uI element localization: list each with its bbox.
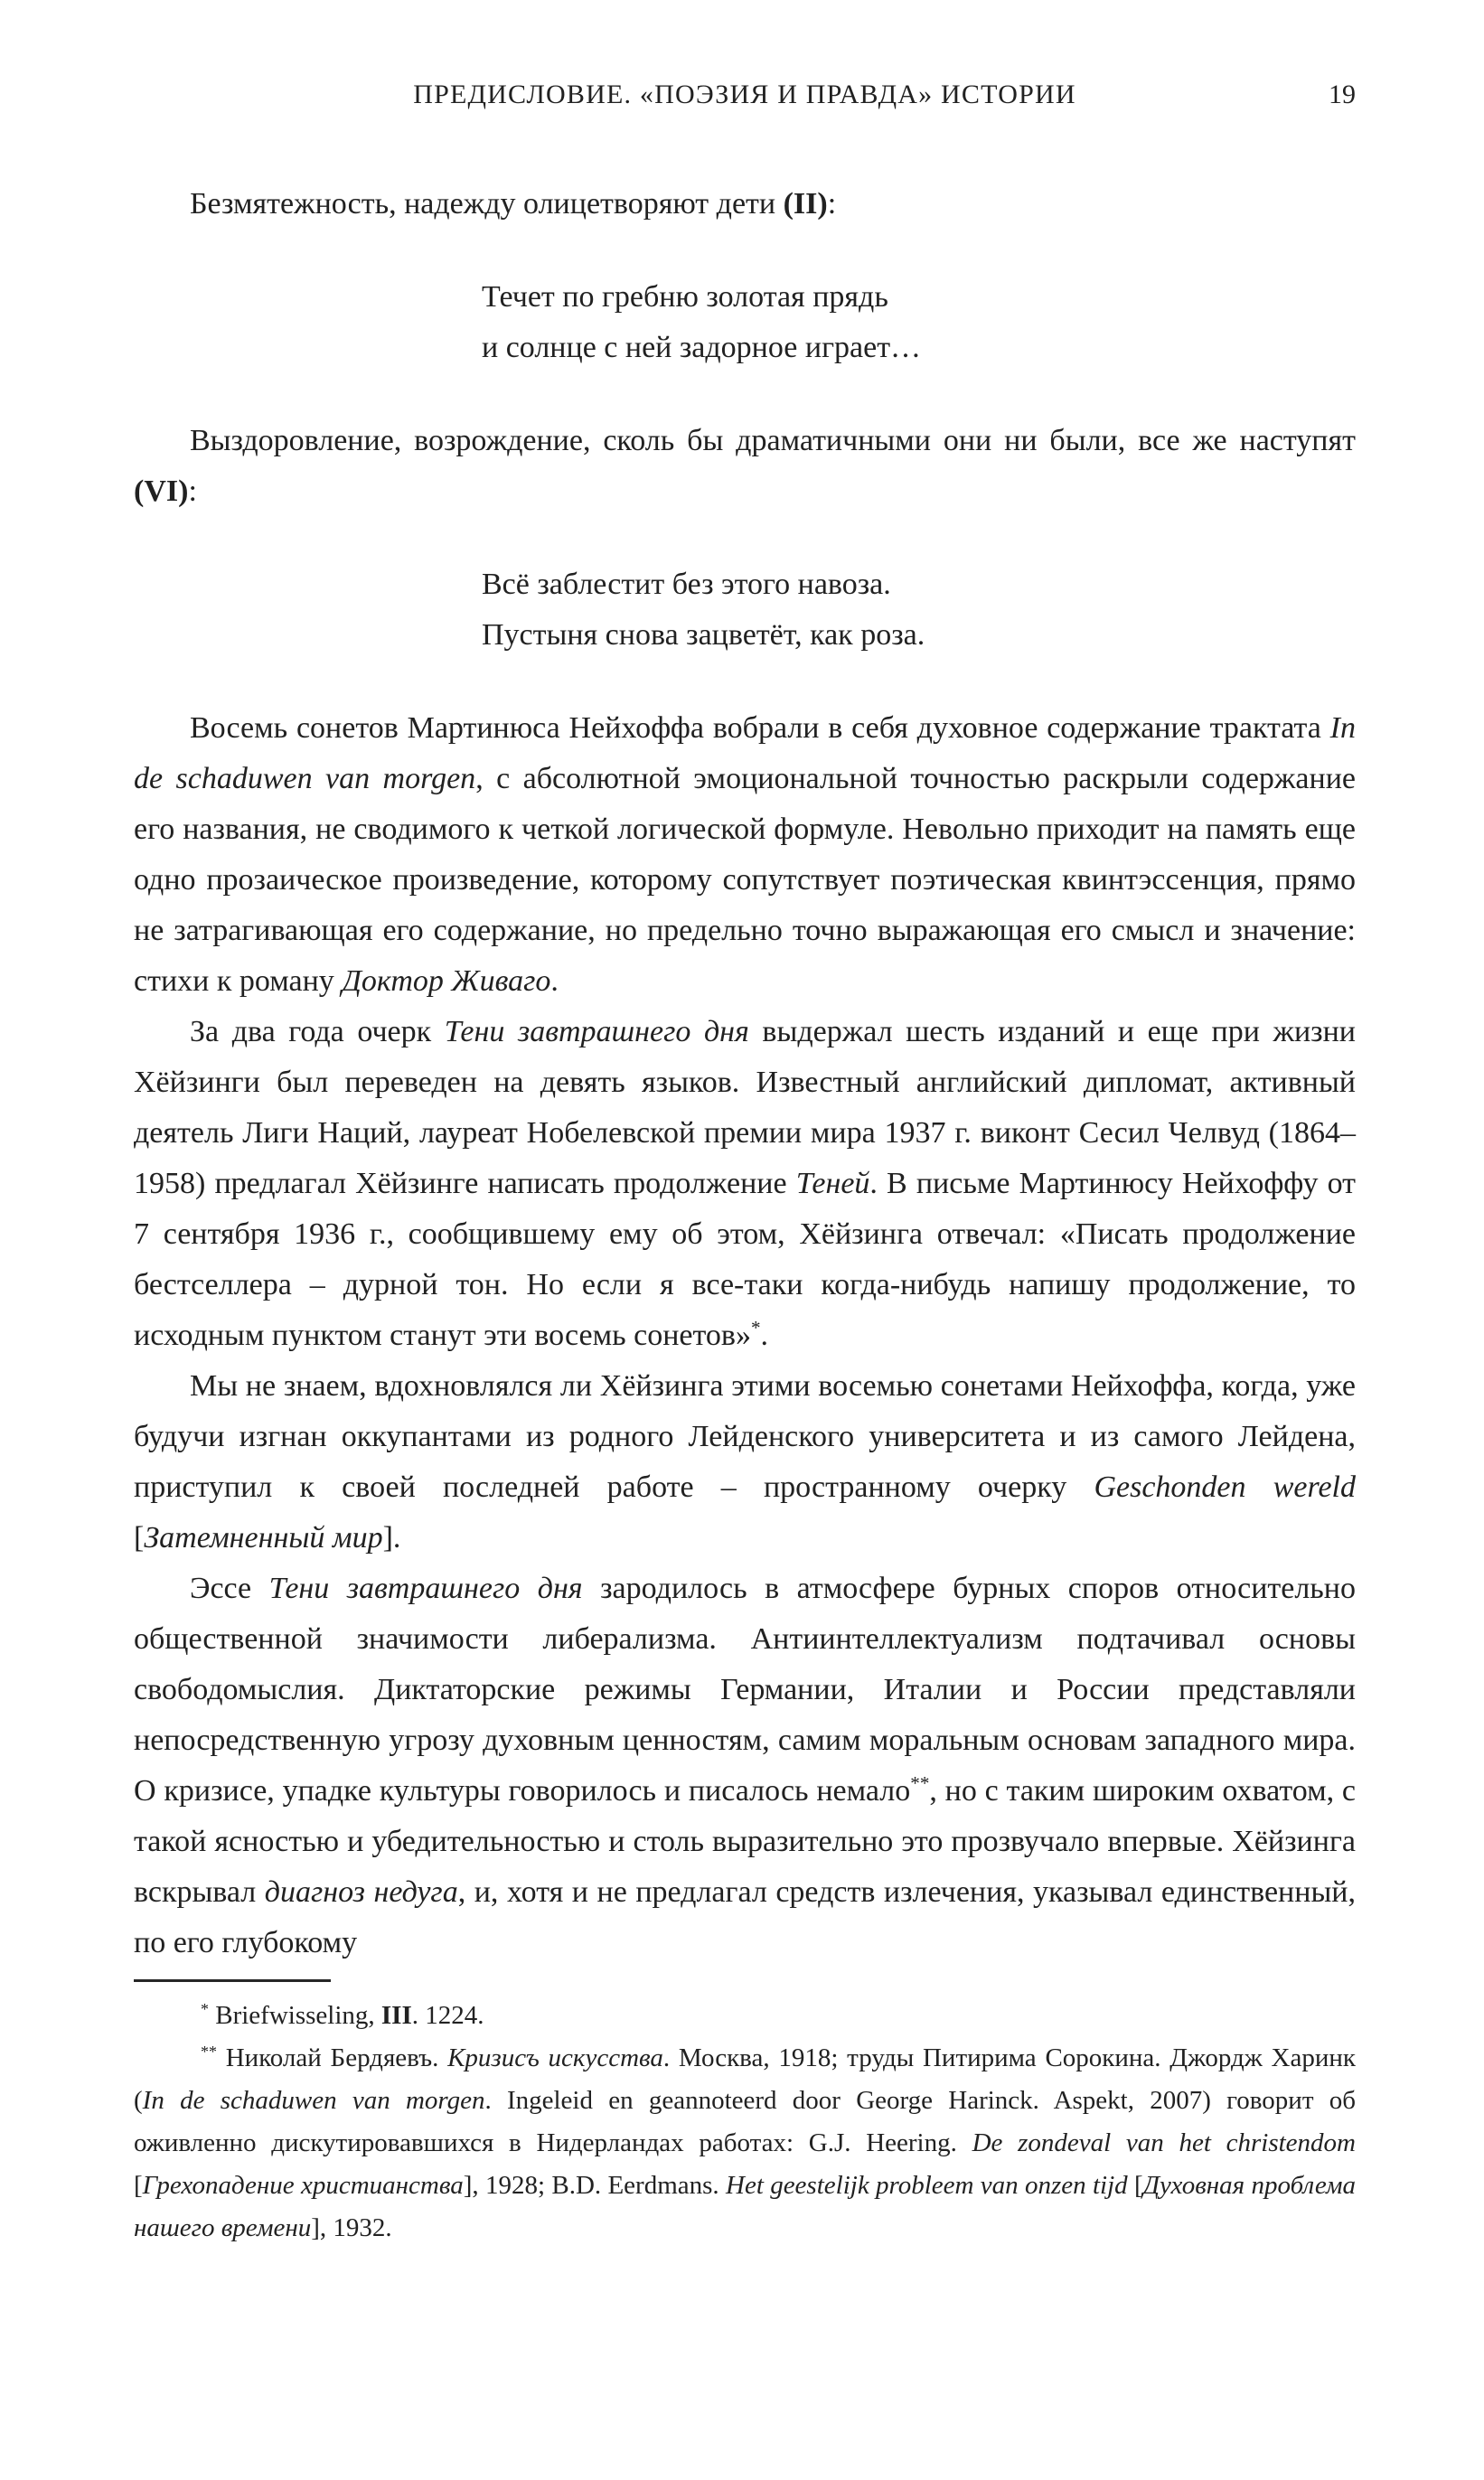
paragraph-two-years: За два года очерк Тени завтрашнего дня выдержал шесть изданий и еще при жизни Хёйзинги был переведен на девять языков. Известный английский дипломат, активный деятель Лиги Наций, лауреат Нобелевской премии мира 1937 г. виконт Сесил Челвуд (1864–1958) предлагал Хёйзинге написать продолжение Теней. В письме Мартинюсу Нейхоффу от 7 сентября 1936 г., сообщившему ему об этом, Хёйзинга отвечал: «Писать продолжение бестселлера – дурной тон. Но если я все-таки когда-нибудь напишу продолжение, то исходным пунктом станут эти восемь сонетов»*. (134, 1015, 1356, 1352)
paragraph-essay-origin: Эссе Тени завтрашнего дня зародилось в атмосфере бурных споров относительно общественной значимости либерализма. Антиинтеллектуализм подтачивал основы свободомыслия. Диктаторские режимы Германии, Италии и России представляли непосредственную угрозу духовным ценностям, самим моральным основам западного мира. О кризисе, упадке культуры говорилось и писалось немало**, но с таким широким охватом, с такой ясностью и убедительностью и столь выразительно это прозвучало впервые. Хёйзинга вскрывал диагноз недуга, и, хотя и не предлагал средств излечения, указывал единственный, по его глубокому (134, 1572, 1357, 1959)
verse-line: Всё заблестит без этого навоза. (482, 568, 891, 601)
footnotes-block (134, 1979, 1356, 2250)
paragraph-recovery: Выздоровление, возрождение, сколь бы драматичными они ни были, все же наступят (VI): (134, 424, 1356, 508)
paragraph-serenity: Безмятежность, надежду олицетворяют дети (II): (190, 187, 837, 221)
footnote-2: ** Николай Бердяевъ. Кризисъ искусства. Москва, 1918; труды Питирима Сорокина. Джордж Харинк (In de schaduwen van morgen. Ingeleid en geannoteerd door George Harinck. Aspekt, 2007) говорит об оживленно дискутировавшихся в Нидерландах работах: G.J. Heering. De zondeval van het christendom [Грехопадение христианства], 1928; B.D. Eerdmans. Het geestelijk probleem van onzen tijd [Духовная проблема нашего времени], 1932. (134, 2043, 1357, 2242)
paragraph-eight-sonnets: Восемь сонетов Мартинюса Нейхоффа вобрали в себя духовное содержание трактата In de schaduwen van morgen, с абсолютной эмоциональной точностью раскрыли содержание его названия, не сводимого к четкой логической формуле. Невольно приходит на память еще одно прозаическое произведение, которому сопутствует поэтическая квинтэссенция, прямо не затрагивающая его содержание, но предельно точно выражающая его смысл и значение: стихи к роману Доктор Живаго. (134, 711, 1356, 998)
verse-line: Течет по гребню золотая прядь (482, 280, 888, 314)
verse-line: и солнце с ней задорное играет… (482, 331, 922, 364)
footnote-separator (134, 1979, 331, 1982)
verse-quote-children (482, 272, 1356, 373)
running-head: ПРЕДИСЛОВИЕ. «ПОЭЗИЯ И ПРАВДА» ИСТОРИИ (413, 80, 1076, 109)
paragraph-last-work: Мы не знаем, вдохновлялся ли Хёйзинга этими восемью сонетами Нейхоффа, когда, уже будучи изгнан оккупантами из родного Лейденского университета и из самого Лейдена, приступил к своей последней работе – пространному очерку Geschonden wereld [Затемненный мир]. (134, 1369, 1356, 1555)
page-number: 19 (1329, 80, 1356, 109)
page-body (134, 179, 1356, 1968)
verse-quote-desert (482, 559, 1356, 661)
page-header (134, 78, 1356, 112)
footnote-1: * Briefwisseling, III. 1224. (201, 2000, 484, 2030)
verse-line: Пустыня снова зацветёт, как роза. (482, 618, 925, 652)
